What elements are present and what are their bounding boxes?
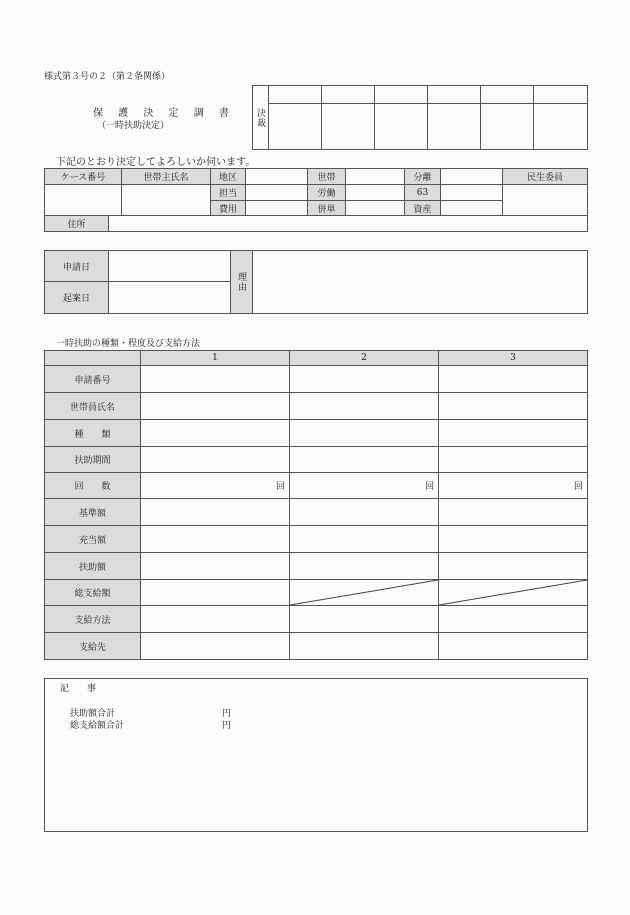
aid-total-unit: 円 <box>222 709 232 719</box>
labor-label: 労働 <box>307 184 346 201</box>
payment-total-unit: 円 <box>222 721 232 731</box>
row-label-payment-method: 支給方法 <box>44 605 141 633</box>
district-label: 地区 <box>210 168 246 185</box>
cost-label: 費用 <box>210 200 246 216</box>
notes-box[interactable] <box>44 678 588 832</box>
count-unit: 回 <box>424 482 434 492</box>
welfare-commissioner-field[interactable] <box>502 184 588 216</box>
column-header-1: 1 <box>140 350 290 366</box>
head-name-label: 世帯主氏名 <box>121 168 211 185</box>
member-name-cell[interactable] <box>438 392 588 420</box>
approval-stamp-cell[interactable] <box>533 103 588 150</box>
total-payment-cell[interactable] <box>140 579 290 606</box>
combined-label: 併単 <box>307 200 346 216</box>
separation-label: 分離 <box>404 168 441 185</box>
document-subtitle: （一時扶助決定） <box>97 121 170 131</box>
district-field[interactable] <box>245 168 308 185</box>
type-cell[interactable] <box>438 419 588 447</box>
approval-title-cell[interactable] <box>321 85 375 104</box>
draft-date-field[interactable] <box>108 281 231 314</box>
row-label-type: 種 類 <box>44 419 141 447</box>
payment-method-cell[interactable] <box>289 605 439 633</box>
aid-section-heading: 一時扶助の種類・程度及び支給方法 <box>56 339 201 349</box>
payment-total-label: 総支給額合計 <box>70 721 125 731</box>
staff-field[interactable] <box>245 184 308 201</box>
aid-table-corner <box>44 350 141 366</box>
aid-amount-cell[interactable] <box>289 552 439 580</box>
approval-title-cell[interactable] <box>427 85 481 104</box>
draft-date-label: 起案日 <box>44 281 109 314</box>
type-cell[interactable] <box>289 419 439 447</box>
approval-stamp-cell[interactable] <box>427 103 481 150</box>
type-cell[interactable] <box>140 419 290 447</box>
code-63-field[interactable] <box>440 184 503 201</box>
payee-cell[interactable] <box>289 632 439 660</box>
aid-amount-cell[interactable] <box>438 552 588 580</box>
column-header-3: 3 <box>438 350 588 366</box>
address-field[interactable] <box>108 215 588 232</box>
row-label-application-number: 申請番号 <box>44 365 141 393</box>
cost-field[interactable] <box>245 200 308 216</box>
standard-amount-cell[interactable] <box>289 498 439 526</box>
notes-heading: 記 事 <box>60 684 97 694</box>
row-label-aid-period: 扶助期間 <box>44 446 141 473</box>
head-name-field[interactable] <box>121 184 211 216</box>
aid-amount-cell[interactable] <box>140 552 290 580</box>
column-header-2: 2 <box>289 350 439 366</box>
payment-method-cell[interactable] <box>438 605 588 633</box>
approval-title-cell[interactable] <box>268 85 322 104</box>
application-number-cell[interactable] <box>140 365 290 393</box>
document-title: 保 護 決 定 調 書 <box>93 108 235 119</box>
diagonal-strike-icon <box>289 579 439 606</box>
household-field[interactable] <box>345 168 405 185</box>
member-name-cell[interactable] <box>289 392 439 420</box>
assets-field[interactable] <box>440 200 503 216</box>
combined-field[interactable] <box>345 200 405 216</box>
row-label-payee: 支給先 <box>44 632 141 660</box>
staff-label: 担当 <box>210 184 246 201</box>
row-label-total-payment: 総支給額 <box>44 579 141 606</box>
member-name-cell[interactable] <box>140 392 290 420</box>
aid-period-cell[interactable] <box>289 446 439 473</box>
standard-amount-cell[interactable] <box>140 498 290 526</box>
application-date-field[interactable] <box>108 250 231 282</box>
application-date-label: 申請日 <box>44 250 109 282</box>
separation-field[interactable] <box>440 168 503 185</box>
payment-method-cell[interactable] <box>140 605 290 633</box>
reason-label: 理由 <box>230 250 253 314</box>
assets-label: 資産 <box>404 200 441 216</box>
household-label: 世帯 <box>307 168 346 185</box>
approval-title-cell[interactable] <box>533 85 588 104</box>
approval-stamp-cell[interactable] <box>268 103 322 150</box>
approval-title-cell[interactable] <box>374 85 428 104</box>
approval-title-cell[interactable] <box>480 85 534 104</box>
payee-cell[interactable] <box>140 632 290 660</box>
application-number-cell[interactable] <box>438 365 588 393</box>
approval-stamp-cell[interactable] <box>321 103 375 150</box>
reason-field[interactable] <box>252 250 588 314</box>
aid-period-cell[interactable] <box>140 446 290 473</box>
case-number-label: ケース番号 <box>44 168 122 185</box>
address-label: 住所 <box>44 215 109 232</box>
count-cell[interactable] <box>140 472 290 499</box>
welfare-commissioner-label: 民生委員 <box>502 168 588 185</box>
aid-total-label: 扶助額合計 <box>70 709 116 719</box>
code-63-label: 63 <box>404 184 441 201</box>
allocated-amount-cell[interactable] <box>289 525 439 553</box>
approval-stamp-cell[interactable] <box>480 103 534 150</box>
row-label-member-name: 世帯員氏名 <box>44 392 141 420</box>
application-number-cell[interactable] <box>289 365 439 393</box>
count-cell[interactable] <box>289 472 439 499</box>
form-number: 様式第３号の２（第２条関係） <box>44 72 171 82</box>
row-label-standard-amount: 基準額 <box>44 498 141 526</box>
row-label-allocated-amount: 充当額 <box>44 525 141 553</box>
case-number-field[interactable] <box>44 184 122 216</box>
aid-period-cell[interactable] <box>438 446 588 473</box>
row-label-aid-amount: 扶助額 <box>44 552 141 580</box>
row-label-count: 回 数 <box>44 472 141 499</box>
approval-stamp-cell[interactable] <box>374 103 428 150</box>
standard-amount-cell[interactable] <box>438 498 588 526</box>
allocated-amount-cell[interactable] <box>438 525 588 553</box>
allocated-amount-cell[interactable] <box>140 525 290 553</box>
count-cell[interactable] <box>438 472 588 499</box>
diagonal-strike-icon <box>438 579 588 606</box>
count-unit: 回 <box>275 482 285 492</box>
labor-field[interactable] <box>345 184 405 201</box>
approval-label: 決裁 <box>252 85 269 150</box>
count-unit: 回 <box>573 482 583 492</box>
payee-cell[interactable] <box>438 632 588 660</box>
intro-text: 下記のとおり決定してよろしいか伺います。 <box>56 157 256 168</box>
